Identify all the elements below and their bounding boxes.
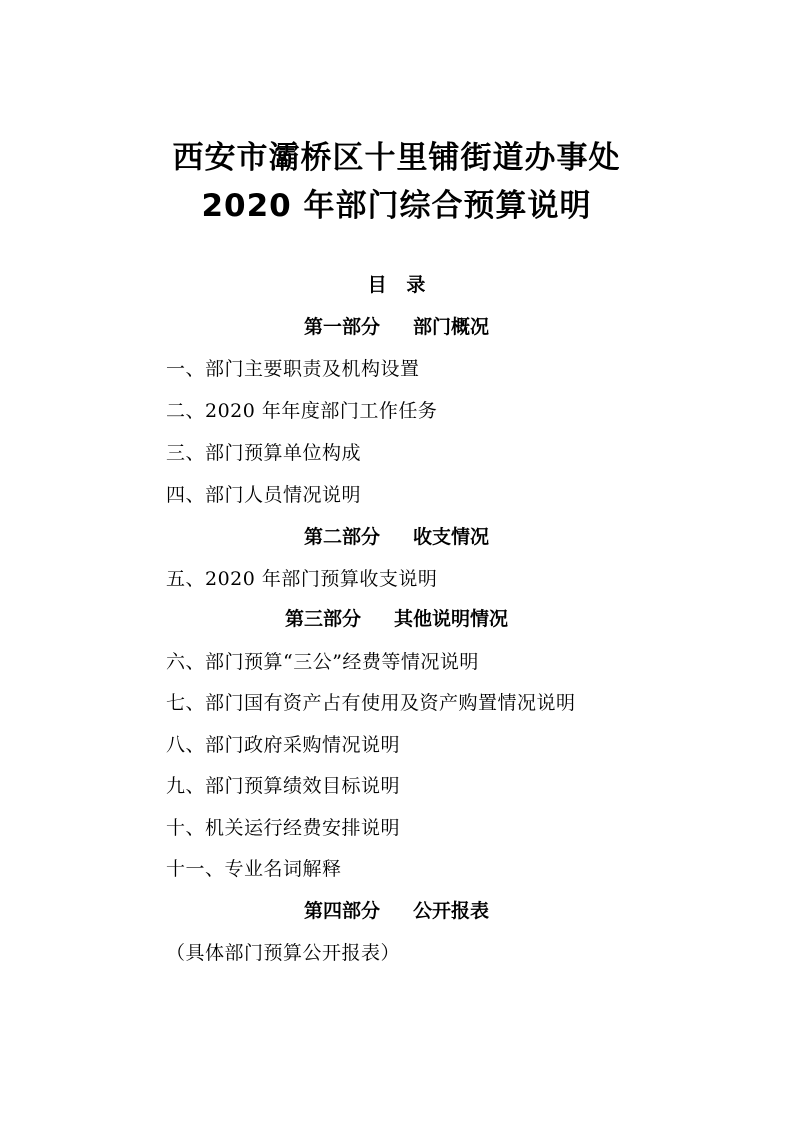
toc-item: 二、2020 年年度部门工作任务 bbox=[166, 400, 438, 422]
toc-item: 十、机关运行经费安排说明 bbox=[166, 817, 401, 839]
toc-item: 七、部门国有资产占有使用及资产购置情况说明 bbox=[166, 692, 576, 714]
toc-item: 三、部门预算单位构成 bbox=[166, 442, 362, 464]
toc-item: 五、2020 年部门预算收支说明 bbox=[166, 568, 438, 590]
document-title-line-1: 西安市灞桥区十里铺街道办事处 bbox=[172, 140, 621, 176]
part-heading-2: 第二部分 收支情况 bbox=[303, 526, 490, 548]
part-heading-4: 第四部分 公开报表 bbox=[303, 900, 490, 922]
toc-item: 十一、专业名词解释 bbox=[166, 858, 342, 880]
toc-item: 一、部门主要职责及机构设置 bbox=[166, 358, 420, 380]
part-heading-3: 第三部分 其他说明情况 bbox=[284, 608, 509, 630]
toc-item: 六、部门预算“三公”经费等情况说明 bbox=[166, 651, 479, 673]
toc-heading: 目 录 bbox=[367, 274, 426, 296]
document-title-line-2: 2020 年部门综合预算说明 bbox=[201, 188, 592, 224]
toc-item: 八、部门政府采购情况说明 bbox=[166, 734, 401, 756]
toc-item: 四、部门人员情况说明 bbox=[166, 484, 362, 506]
toc-item: （具体部门预算公开报表） bbox=[166, 942, 401, 964]
part-heading-1: 第一部分 部门概况 bbox=[303, 316, 490, 338]
toc-item: 九、部门预算绩效目标说明 bbox=[166, 775, 401, 797]
